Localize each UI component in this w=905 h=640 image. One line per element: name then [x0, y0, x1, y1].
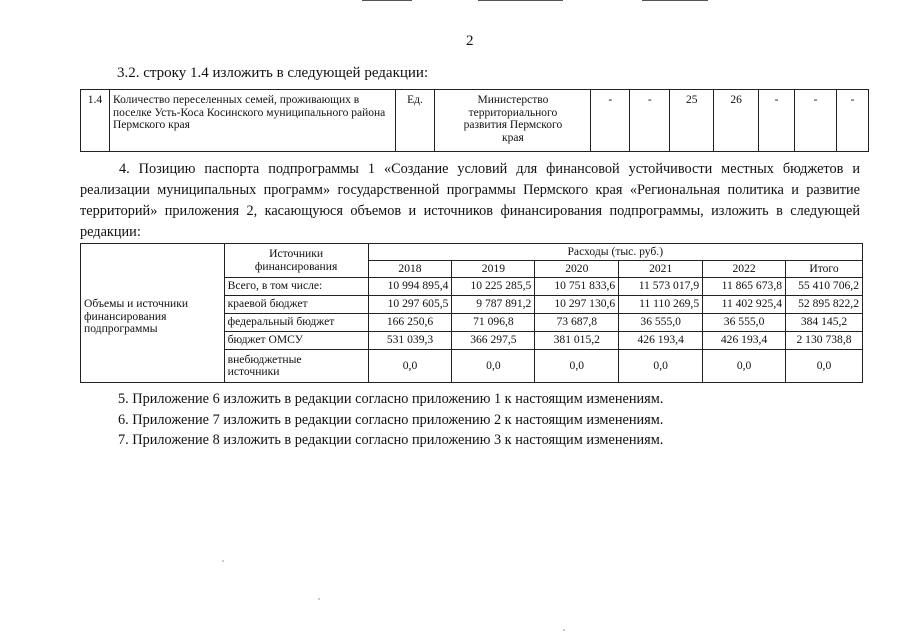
table-row [81, 90, 869, 152]
amount-cell: 0,0 [703, 350, 786, 383]
amount-cell: 0,0 [368, 350, 452, 383]
amount-cell: 11 402 925,4 [703, 296, 786, 314]
amount-cell: 384 145,2 [786, 314, 863, 332]
amount-cell: 366 297,5 [452, 332, 535, 350]
section-4-paragraph: 4. Позицию паспорта подпрограммы 1 «Создание условий для финансовой устойчивости местных бюджетов и реализации муниципальных программ» государственной программы Пермского края «Региональная политика и развитие территорий» приложения 2, касающуюся объемов и источников финансирования подпрограммы, изложить в следующей редакции: [80, 161, 860, 240]
value-cell: - [630, 90, 670, 152]
amount-cell: 73 687,8 [535, 314, 619, 332]
amount-cell: 11 573 017,9 [619, 278, 703, 296]
source-label: бюджет ОМСУ [224, 332, 368, 350]
source-label: внебюджетные источники [224, 350, 368, 383]
year-header: 2020 [535, 261, 619, 278]
amount-cell: 11 110 269,5 [619, 296, 703, 314]
amount-cell: 10 225 285,5 [452, 278, 535, 296]
year-header: 2021 [619, 261, 703, 278]
source-label: Всего, в том числе: [224, 278, 368, 296]
amount-cell: 10 297 130,6 [535, 296, 619, 314]
amount-cell: 0,0 [786, 350, 863, 383]
value-cell: 26 [714, 90, 759, 152]
amount-cell: 11 865 673,8 [703, 278, 786, 296]
value-cell: - [591, 90, 630, 152]
sources-header: Источники финансирования [224, 244, 368, 278]
top-edge-rule [478, 0, 563, 1]
amendment-items [118, 389, 663, 451]
amount-cell: 381 015,2 [535, 332, 619, 350]
financing-row-label: Объемы и источники финансирования подпрограммы [81, 244, 225, 383]
year-header: 2018 [368, 261, 452, 278]
executor-cell: Министерство территориального развития Пермского края [435, 90, 591, 152]
amount-cell: 2 130 738,8 [786, 332, 863, 350]
scan-speck [222, 560, 224, 562]
amount-cell: 36 555,0 [619, 314, 703, 332]
amount-cell: 55 410 706,2 [786, 278, 863, 296]
list-item: 6. Приложение 7 изложить в редакции согласно приложению 2 к настоящим изменениям. [118, 411, 664, 428]
unit-cell: Ед. [395, 90, 435, 152]
row-1-4-table [80, 89, 869, 152]
scan-speck [563, 629, 565, 631]
value-cell: - [759, 90, 795, 152]
amount-cell: 426 193,4 [619, 332, 703, 350]
value-cell: 25 [670, 90, 714, 152]
amount-cell: 9 787 891,2 [452, 296, 535, 314]
scan-speck [318, 598, 320, 600]
amount-cell: 531 039,3 [368, 332, 452, 350]
page-number: 2 [466, 33, 474, 49]
amount-cell: 71 096,8 [452, 314, 535, 332]
financing-table [80, 243, 863, 383]
source-label: федеральный бюджет [224, 314, 368, 332]
amount-cell: 10 751 833,6 [535, 278, 619, 296]
row-number-cell: 1.4 [81, 90, 110, 152]
value-cell: - [836, 90, 868, 152]
amount-cell: 166 250,6 [368, 314, 452, 332]
list-item: 5. Приложение 6 изложить в редакции согласно приложению 1 к настоящим изменениям. [118, 391, 664, 407]
amount-cell: 426 193,4 [703, 332, 786, 350]
amount-cell: 10 297 605,5 [368, 296, 452, 314]
top-edge-rule [362, 0, 412, 1]
amount-cell: 52 895 822,2 [786, 296, 863, 314]
amount-cell: 0,0 [452, 350, 535, 383]
expenses-header: Расходы (тыс. руб.) [368, 244, 862, 261]
table-row [81, 244, 863, 261]
amount-cell: 0,0 [535, 350, 619, 383]
amount-cell: 36 555,0 [703, 314, 786, 332]
indicator-cell: Количество переселенных семей, проживающих в поселке Усть-Коса Косинского муниципального района Пермского края [109, 90, 395, 152]
amount-cell: 0,0 [619, 350, 703, 383]
amount-cell: 10 994 895,4 [368, 278, 452, 296]
list-item: 7. Приложение 8 изложить в редакции согласно приложению 3 к настоящим изменениям. [118, 432, 664, 448]
year-header: 2022 [703, 261, 786, 278]
year-header: 2019 [452, 261, 535, 278]
source-label: краевой бюджет [224, 296, 368, 314]
total-header: Итого [786, 261, 863, 278]
top-edge-rule [642, 0, 708, 1]
value-cell: - [795, 90, 837, 152]
section-3-2-text: 3.2. строку 1.4 изложить в следующей редакции: [117, 65, 429, 81]
